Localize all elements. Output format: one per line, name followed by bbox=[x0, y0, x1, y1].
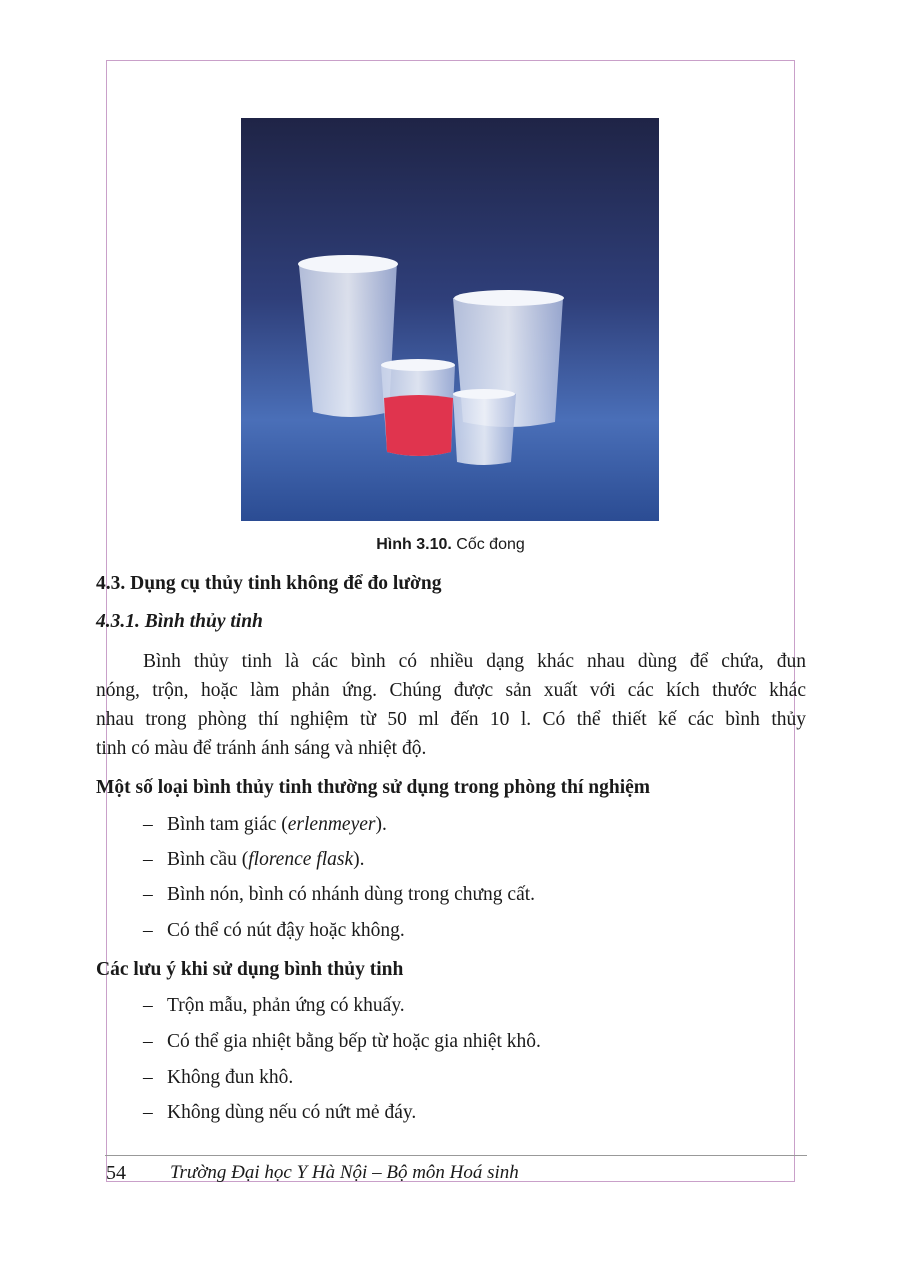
beakers-photo bbox=[241, 118, 659, 521]
list-item: – Không đun khô. bbox=[143, 1067, 294, 1088]
list-item: – Có thể gia nhiệt bằng bếp từ hoặc gia nhiệt khô. bbox=[143, 1031, 541, 1052]
notes-heading: Các lưu ý khi sử dụng bình thủy tinh bbox=[96, 959, 404, 980]
paragraph-line: Bình thủy tinh là các bình có nhiều dạng khác nhau dùng để chứa, đun bbox=[143, 651, 806, 672]
small-beaker bbox=[453, 389, 516, 465]
figure-caption bbox=[0, 536, 901, 554]
types-heading: Một số loại bình thủy tinh thường sử dụng trong phòng thí nghiệm bbox=[96, 777, 651, 798]
list-item: – Bình cầu (florence flask). bbox=[143, 849, 365, 870]
list-item: – Trộn mẫu, phản ứng có khuấy. bbox=[143, 995, 405, 1016]
list-item: – Bình nón, bình có nhánh dùng trong chưng cất. bbox=[143, 884, 536, 905]
page-number: 54 bbox=[106, 1162, 126, 1184]
list-item: – Không dùng nếu có nứt mẻ đáy. bbox=[143, 1102, 417, 1123]
footer-rule bbox=[105, 1155, 807, 1156]
figure-title: Cốc đong bbox=[456, 536, 525, 553]
section-heading: 4.3. Dụng cụ thủy tinh không để đo lường bbox=[96, 573, 442, 594]
list-item: – Bình tam giác (erlenmeyer). bbox=[143, 814, 387, 835]
red-liquid-beaker bbox=[381, 359, 455, 456]
subsection-heading: 4.3.1. Bình thủy tinh bbox=[96, 611, 263, 632]
paragraph-line: tinh có màu để tránh ánh sáng và nhiệt độ. bbox=[96, 738, 427, 759]
figure-label: Hình 3.10. bbox=[376, 536, 452, 553]
paragraph-line: nóng, trộn, hoặc làm phản ứng. Chúng được sản xuất với các kích thước khác bbox=[96, 680, 806, 701]
paragraph-line: nhau trong phòng thí nghiệm từ 50 ml đến 10 l. Có thể thiết kế các bình thủy bbox=[96, 709, 806, 730]
footer-text: Trường Đại học Y Hà Nội – Bộ môn Hoá sinh bbox=[170, 1162, 519, 1183]
list-item: – Có thể có nút đậy hoặc không. bbox=[143, 920, 405, 941]
